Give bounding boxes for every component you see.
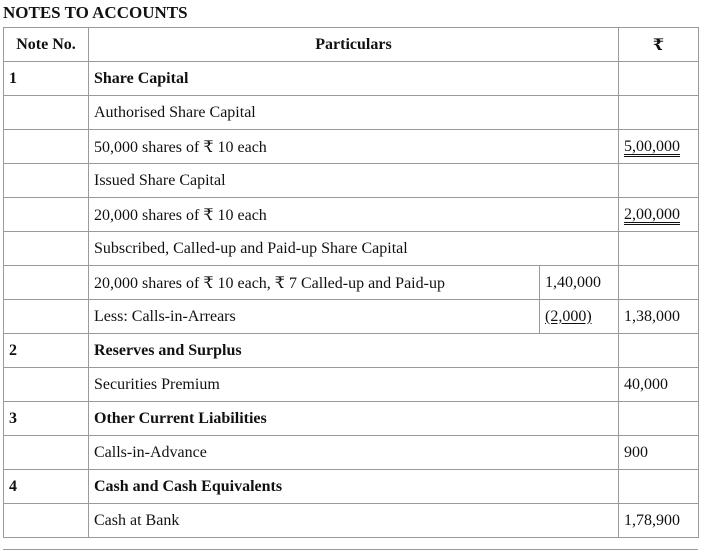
table-row: [4, 96, 699, 130]
section-heading: Reserves and Surplus: [89, 334, 619, 368]
particulars-cell: Authorised Share Capital: [89, 96, 619, 130]
section-heading: Share Capital: [89, 62, 619, 96]
particulars-cell: 20,000 shares of ₹ 10 each: [89, 198, 619, 232]
sub-amount-cell: [540, 300, 619, 334]
particulars-cell: Calls-in-Advance: [89, 436, 619, 470]
table-row: [4, 164, 699, 198]
table-row: [4, 504, 699, 538]
amount-cell: 900: [619, 436, 699, 470]
table-row: [4, 198, 699, 232]
particulars-cell: Issued Share Capital: [89, 164, 619, 198]
amount-cell: [619, 334, 699, 368]
section-heading: Cash and Cash Equivalents: [89, 470, 619, 504]
particulars-cell: Less: Calls-in-Arrears: [89, 300, 540, 334]
table-continuation-edge: [3, 549, 698, 553]
note-number: 2: [4, 334, 89, 368]
amount-cell: 40,000: [619, 368, 699, 402]
particulars-cell: Cash at Bank: [89, 504, 619, 538]
table-row: [4, 470, 699, 504]
amount-value: 2,00,000: [624, 205, 680, 223]
section-heading: Other Current Liabilities: [89, 402, 619, 436]
note-number: [4, 164, 89, 198]
table-row: [4, 436, 699, 470]
amount-cell: [619, 266, 699, 300]
amount-cell: [619, 198, 699, 232]
note-number: [4, 504, 89, 538]
particulars-cell: Securities Premium: [89, 368, 619, 402]
amount-cell: 1,78,900: [619, 504, 699, 538]
table-row: [4, 130, 699, 164]
particulars-cell: 50,000 shares of ₹ 10 each: [89, 130, 619, 164]
note-number: 1: [4, 62, 89, 96]
table-row: [4, 266, 699, 300]
note-number: [4, 300, 89, 334]
table-row: [4, 402, 699, 436]
amount-cell: [619, 402, 699, 436]
note-number: 3: [4, 402, 89, 436]
table-row: [4, 232, 699, 266]
table-header-row: [4, 28, 699, 62]
amount-cell: [619, 62, 699, 96]
note-number: [4, 266, 89, 300]
particulars-cell: 20,000 shares of ₹ 10 each, ₹ 7 Called-up and Paid-up: [89, 266, 540, 300]
table-row: [4, 62, 699, 96]
note-number: [4, 96, 89, 130]
amount-cell: [619, 470, 699, 504]
particulars-cell: Subscribed, Called-up and Paid-up Share Capital: [89, 232, 619, 266]
table-row: [4, 368, 699, 402]
page-title: NOTES TO ACCOUNTS: [3, 3, 188, 22]
table-row: [4, 300, 699, 334]
note-number: [4, 368, 89, 402]
amount-cell: 1,38,000: [619, 300, 699, 334]
sub-amount-cell: 1,40,000: [540, 266, 619, 300]
note-number: [4, 232, 89, 266]
amount-cell: [619, 164, 699, 198]
note-number: [4, 130, 89, 164]
table-row: [4, 334, 699, 368]
header-particulars: Particulars: [89, 28, 619, 62]
amount-cell: [619, 232, 699, 266]
notes-table: [3, 27, 699, 538]
header-note-no: Note No.: [4, 28, 89, 62]
note-number: 4: [4, 470, 89, 504]
sub-amount-value: (2,000): [545, 307, 592, 325]
amount-cell: [619, 130, 699, 164]
amount-value: 5,00,000: [624, 137, 680, 155]
header-amount: ₹: [619, 28, 699, 62]
amount-cell: [619, 96, 699, 130]
note-number: [4, 436, 89, 470]
note-number: [4, 198, 89, 232]
